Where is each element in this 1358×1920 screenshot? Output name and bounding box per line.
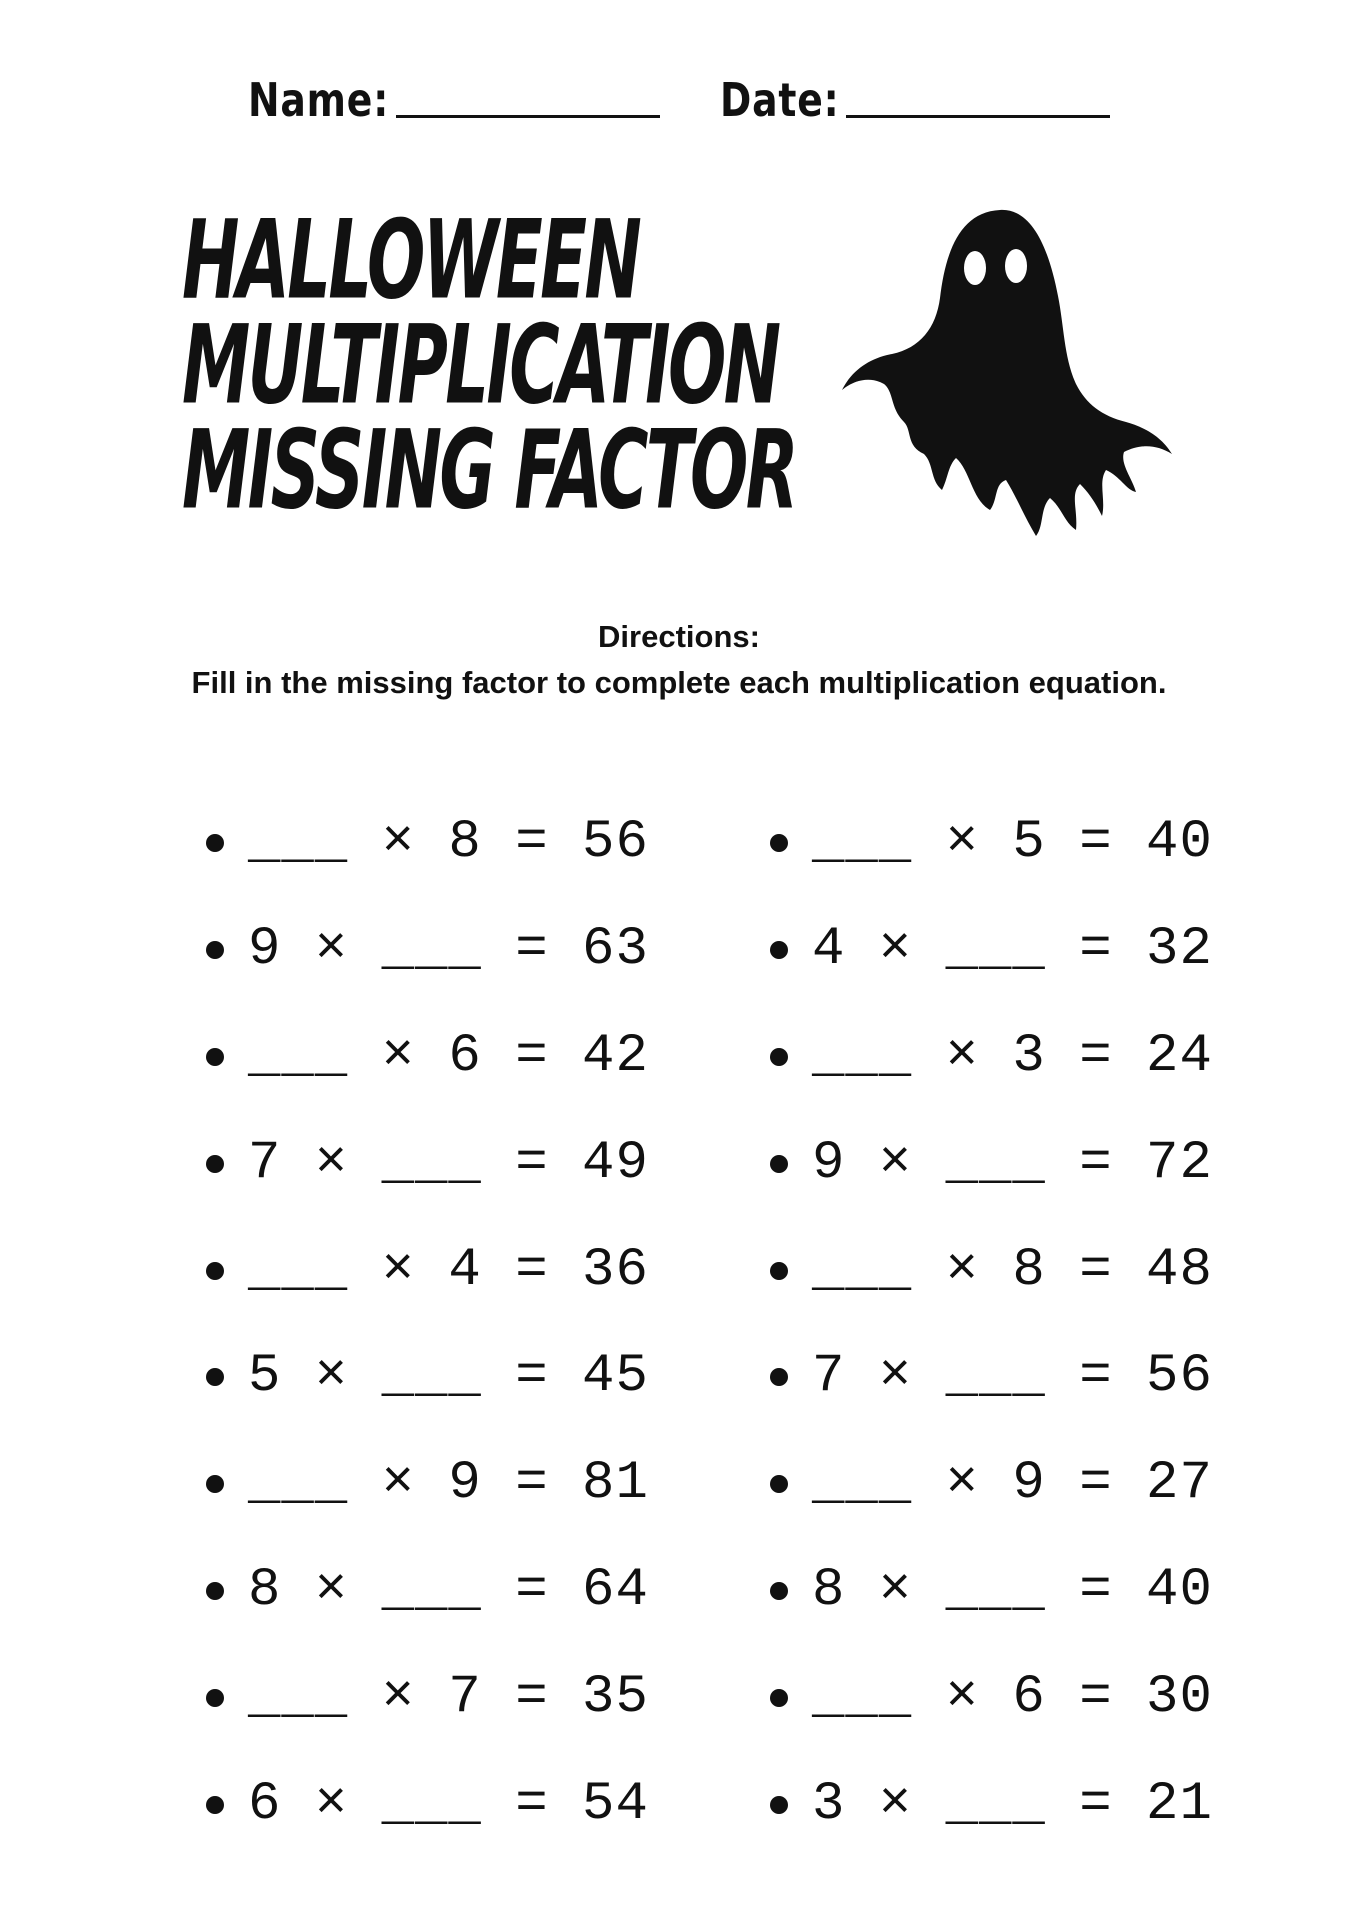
ghost-icon xyxy=(840,208,1190,538)
problem-item[interactable] xyxy=(206,1431,649,1538)
bullet-icon xyxy=(770,941,788,959)
bullet-icon xyxy=(206,834,224,852)
equation: 4 × ___ = 32 xyxy=(812,919,1213,981)
problem-item[interactable] xyxy=(770,1751,1213,1858)
equation: 7 × ___ = 56 xyxy=(812,1346,1213,1408)
problem-item[interactable] xyxy=(770,1324,1213,1431)
directions-text: Fill in the missing factor to complete each multiplication equation. xyxy=(191,665,1167,700)
title-line-2: MULTIPLICATION xyxy=(182,300,779,429)
name-blank-line[interactable] xyxy=(396,115,660,118)
bullet-icon xyxy=(206,1475,224,1493)
name-label: Name: xyxy=(248,73,390,127)
equation: 3 × ___ = 21 xyxy=(812,1773,1213,1835)
bullet-icon xyxy=(770,1048,788,1066)
equation: 9 × ___ = 63 xyxy=(248,919,649,981)
equation: 5 × ___ = 45 xyxy=(248,1346,649,1408)
problem-item[interactable] xyxy=(770,1004,1213,1111)
bullet-icon xyxy=(770,1155,788,1173)
bullet-icon xyxy=(206,1262,224,1280)
equation: 9 × ___ = 72 xyxy=(812,1132,1213,1194)
bullet-icon xyxy=(206,1689,224,1707)
problem-item[interactable] xyxy=(770,790,1213,897)
equation: ___ × 6 = 30 xyxy=(812,1666,1213,1728)
bullet-icon xyxy=(206,1368,224,1386)
bullet-icon xyxy=(770,1689,788,1707)
equation: 8 × ___ = 64 xyxy=(248,1559,649,1621)
problem-item[interactable] xyxy=(206,1751,649,1858)
bullet-icon xyxy=(770,1796,788,1814)
problem-item[interactable] xyxy=(206,1538,649,1645)
date-label: Date: xyxy=(720,73,840,127)
directions-heading: Directions: xyxy=(598,619,760,654)
equation: 6 × ___ = 54 xyxy=(248,1773,649,1835)
bullet-icon xyxy=(770,1582,788,1600)
equation: ___ × 6 = 42 xyxy=(248,1025,649,1087)
problems-left-column xyxy=(206,790,649,1858)
header-fields xyxy=(0,70,1358,140)
worksheet-title xyxy=(182,195,902,534)
problem-item[interactable] xyxy=(770,1644,1213,1751)
equation: 8 × ___ = 40 xyxy=(812,1559,1213,1621)
bullet-icon xyxy=(770,1475,788,1493)
bullet-icon xyxy=(770,834,788,852)
title-line-3: MISSING FACTOR xyxy=(182,405,796,534)
title-line-1: HALLOWEEN xyxy=(182,195,640,324)
problem-item[interactable] xyxy=(206,1217,649,1324)
problem-item[interactable] xyxy=(206,1004,649,1111)
problem-item[interactable] xyxy=(770,897,1213,1004)
problem-item[interactable] xyxy=(206,897,649,1004)
problem-item[interactable] xyxy=(206,1644,649,1751)
bullet-icon xyxy=(206,1048,224,1066)
problems-right-column xyxy=(770,790,1213,1858)
equation: ___ × 7 = 35 xyxy=(248,1666,649,1728)
problem-item[interactable] xyxy=(770,1538,1213,1645)
bullet-icon xyxy=(206,1582,224,1600)
problem-item[interactable] xyxy=(206,790,649,897)
bullet-icon xyxy=(206,1796,224,1814)
equation: ___ × 3 = 24 xyxy=(812,1025,1213,1087)
date-field[interactable] xyxy=(720,70,1110,130)
bullet-icon xyxy=(770,1368,788,1386)
problem-item[interactable] xyxy=(770,1431,1213,1538)
problem-item[interactable] xyxy=(770,1217,1213,1324)
equation: ___ × 9 = 81 xyxy=(248,1453,649,1515)
problem-item[interactable] xyxy=(206,1110,649,1217)
bullet-icon xyxy=(206,941,224,959)
equation: ___ × 8 = 56 xyxy=(248,812,649,874)
equation: 7 × ___ = 49 xyxy=(248,1132,649,1194)
name-field[interactable] xyxy=(248,70,660,130)
date-blank-line[interactable] xyxy=(846,115,1110,118)
equation: ___ × 4 = 36 xyxy=(248,1239,649,1301)
equation: ___ × 5 = 40 xyxy=(812,812,1213,874)
equation: ___ × 9 = 27 xyxy=(812,1453,1213,1515)
bullet-icon xyxy=(770,1262,788,1280)
problem-item[interactable] xyxy=(770,1110,1213,1217)
directions-block xyxy=(0,614,1358,706)
equation: ___ × 8 = 48 xyxy=(812,1239,1213,1301)
problem-item[interactable] xyxy=(206,1324,649,1431)
bullet-icon xyxy=(206,1155,224,1173)
